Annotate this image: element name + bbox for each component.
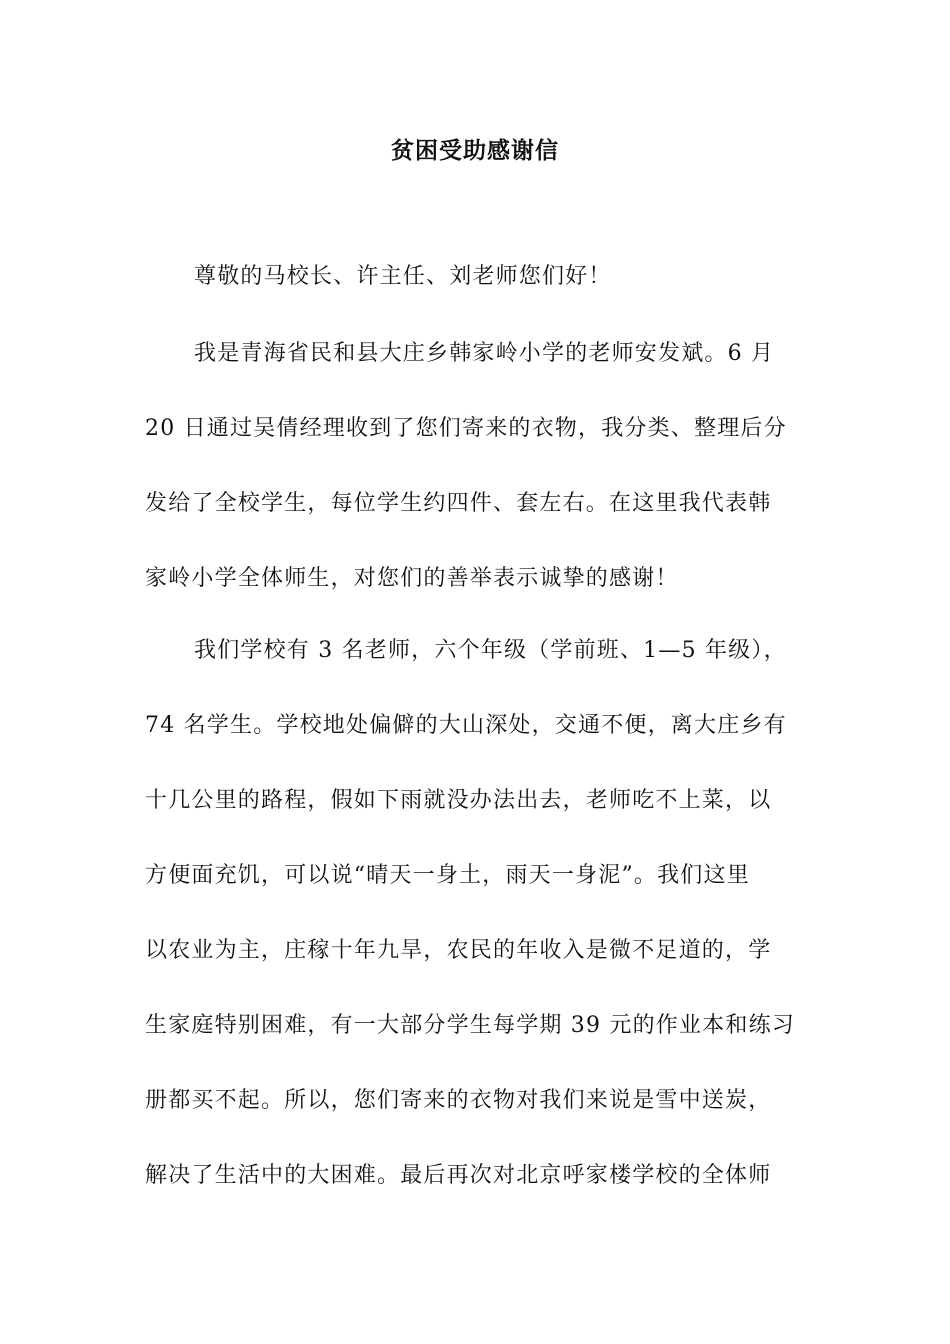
body-line: 家岭小学全体师生，对您们的善举表示诚挚的感谢！	[145, 566, 679, 591]
body-line: 十几公里的路程，假如下雨就没办法出去，老师吃不上菜，以	[145, 788, 772, 813]
body-line: 发给了全校学生，每位学生约四件、套左右。在这里我代表韩	[145, 491, 772, 516]
body-line: 生家庭特别困难，有一大部分学生每学期 39 元的作业本和练习	[145, 1013, 795, 1038]
body-line: 74 名学生。学校地处偏僻的大山深处，交通不便，离大庄乡有	[145, 713, 787, 738]
body-line: 册都买不起。所以，您们寄来的衣物对我们来说是雪中送炭，	[145, 1088, 772, 1113]
body-line: 解决了生活中的大困难。最后再次对北京呼家楼学校的全体师	[145, 1163, 772, 1188]
body-line: 以农业为主，庄稼十年九旱，农民的年收入是微不足道的，学	[145, 938, 772, 963]
body-line: 我是青海省民和县大庄乡韩家岭小学的老师安发斌。6 月	[194, 341, 775, 366]
salutation-line: 尊敬的马校长、许主任、刘老师您们好！	[194, 264, 612, 289]
body-line: 20 日通过吴倩经理收到了您们寄来的衣物，我分类、整理后分	[145, 416, 787, 441]
letter-title: 贫困受助感谢信	[391, 137, 559, 164]
body-line: 方便面充饥，可以说“晴天一身土，雨天一身泥”。我们这里	[145, 863, 750, 888]
body-line: 我们学校有 3 名老师，六个年级（学前班、1—5 年级），	[194, 638, 787, 663]
